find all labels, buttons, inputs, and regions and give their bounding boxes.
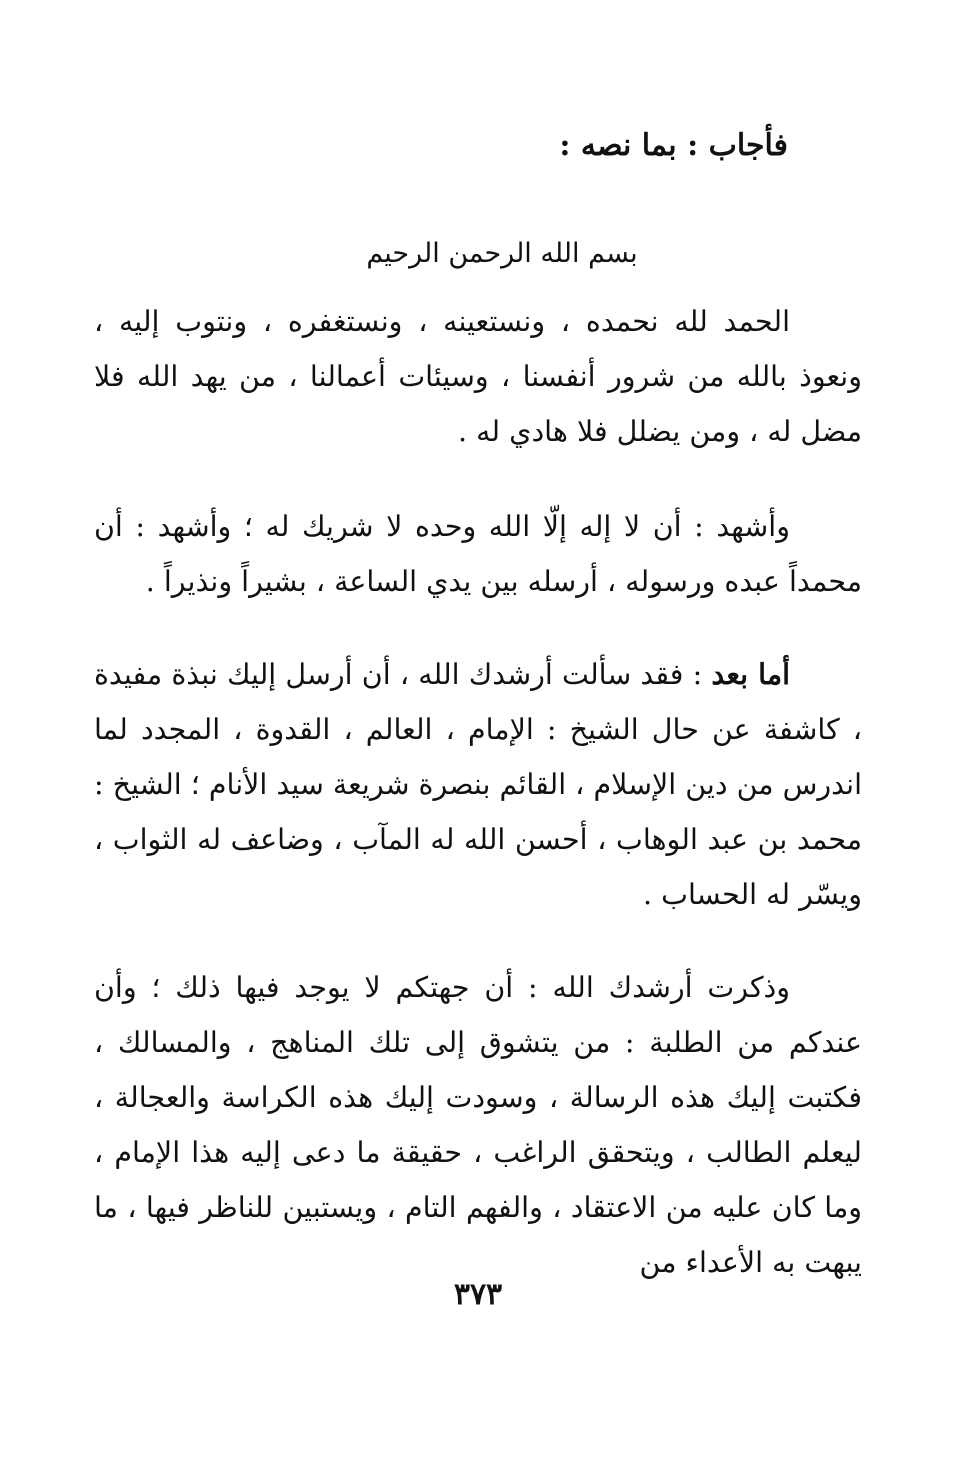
body-text <box>94 294 862 1330</box>
paragraph-lead: أما بعد <box>711 657 790 691</box>
basmala-calligraphy <box>0 226 956 282</box>
answer-heading: فأجاب : بما نصه : <box>559 128 788 163</box>
paragraph-testimony: وأشهد : أن لا إله إلّا الله وحده لا شريك له ؛ وأشهد : أن محمداً عبده ورسوله ، أرسله بين يدي الساعة ، بشيراً ونذيراً . <box>94 510 862 598</box>
paragraph-request-text: : فقد سألت أرشدك الله ، أن أرسل إليك نبذة مفيدة ، كاشفة عن حال الشيخ : الإمام ، العالم ، القدوة ، المجدد لما اندرس من دين الإسلام ، القائم بنصرة شريعة سيد الأنام ؛ الشيخ : محمد بن عبد الوهاب ، أحسن الله له المآب ، وضاعف له الثواب ، ويسّر له الحساب . <box>94 658 862 911</box>
paragraph-praise: الحمد لله نحمده ، ونستعينه ، ونستغفره ، ونتوب إليه ، ونعوذ بالله من شرور أنفسنا ، وسيئات أعمالنا ، من يهد الله فلا مضل له ، ومن يضلل فلا هادي له . <box>94 305 862 448</box>
page-number: ٣٧٣ <box>453 1277 503 1312</box>
paragraph-request <box>94 647 862 922</box>
paragraph-reason: وذكرت أرشدك الله : أن جهتكم لا يوجد فيها ذلك ؛ وأن عندكم من الطلبة : من يتشوق إلى تلك المناهج ، والمسالك ، فكتبت إليك هذه الرسالة ، وسودت إليك هذه الكراسة والعجالة ، ليعلم الطالب ، ويتحقق الراغب ، حقيقة ما دعى إليه هذا الإمام ، وما كان عليه من الاعتقاد ، والفهم التام ، ويستبين للناظر فيها ، ما يبهت به الأعداء من <box>94 971 862 1279</box>
basmala-text: بسم الله الرحمن الرحيم <box>366 238 638 269</box>
